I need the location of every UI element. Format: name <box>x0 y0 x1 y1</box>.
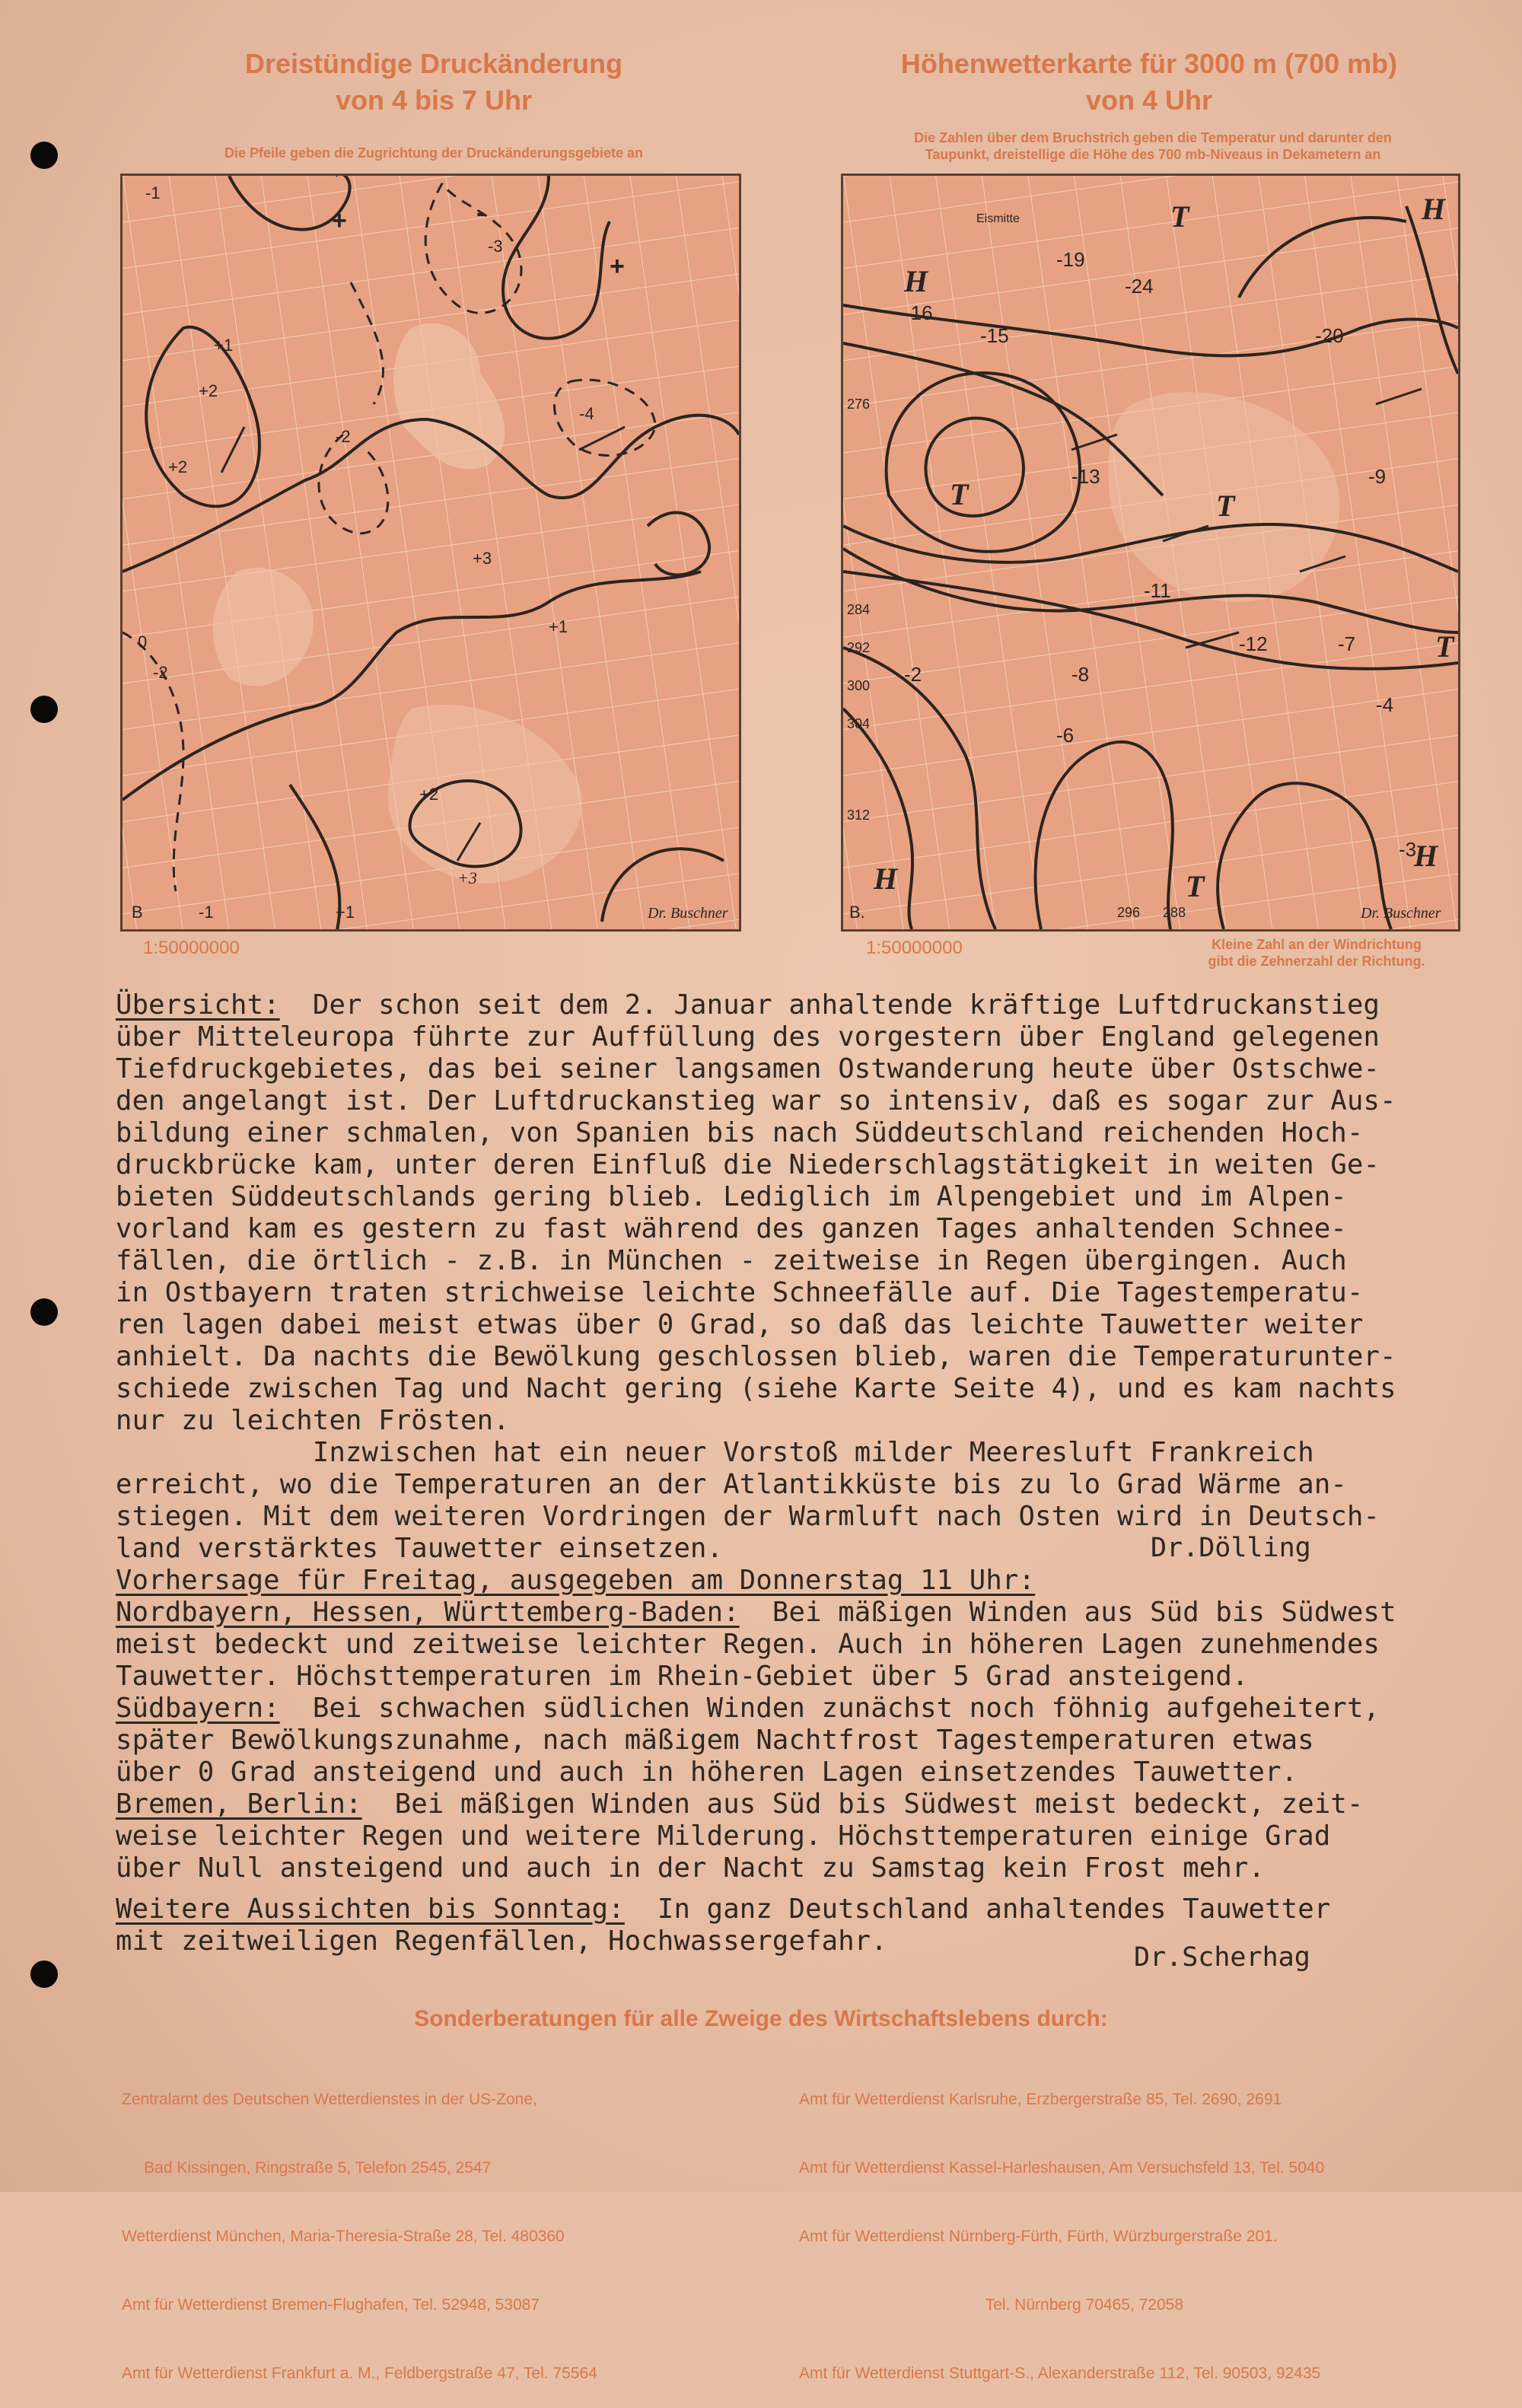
region3-line <box>116 1788 1470 1820</box>
right-map-title <box>837 46 1461 119</box>
forecast-heading: Vorhersage für Freitag, ausgegeben am Donnerstag 11 Uhr: <box>116 1565 1036 1596</box>
left-map-title-line1: Dreistündige Druckänderung <box>244 48 623 79</box>
left-map-label: +2 <box>199 381 218 400</box>
high-pressure-symbol: H <box>1414 839 1438 873</box>
left-map-label: + <box>332 206 347 235</box>
right-map-label: 288 <box>1163 905 1186 920</box>
region3-line: über Null ansteigend und auch in der Nacht zu Samstag kein Frost mehr. <box>116 1852 1266 1884</box>
left-map-label: -3 <box>488 237 503 256</box>
overview-line: vorland kam es gestern zu fast während des ganzen Tages anhaltenden Schnee- <box>116 1213 1347 1244</box>
right-map-note-line2: gibt die Zehnerzahl der Richtung. <box>1208 954 1425 969</box>
left-map-label: +3 <box>473 549 492 568</box>
right-map-signature: Dr. Buschner <box>1361 905 1441 922</box>
low-pressure-symbol: T <box>1170 199 1189 234</box>
signature-scherhag: Dr.Scherhag <box>1134 1942 1310 1973</box>
low-pressure-symbol: T <box>1186 869 1205 903</box>
high-pressure-symbol: H <box>904 264 928 298</box>
right-map-note <box>1172 936 1461 970</box>
overview-line: stiegen. Mit dem weiteren Vordringen der Warmluft nach Osten wird in Deutsch- <box>116 1501 1380 1532</box>
region2-line: über 0 Grad ansteigend und auch in höheren Lagen einsetzendes Tauwetter. <box>116 1757 1298 1788</box>
right-map-label: -3 <box>1399 838 1417 861</box>
overview-text: Der schon seit dem 2. Januar anhaltende kräftige Luftdruckanstieg <box>279 989 1380 1021</box>
region3-heading: Bremen, Berlin: <box>116 1788 362 1820</box>
left-map-label: -2 <box>153 663 168 682</box>
overview-line: Tiefdruckgebietes, das bei seiner langsamen Ostwanderung heute über Ostschwe- <box>116 1053 1380 1085</box>
footer-address: Tel. Nürnberg 70465, 72058 <box>799 2296 1184 2314</box>
region2-heading: Südbayern: <box>116 1693 280 1724</box>
left-map-label: +3 <box>457 868 477 887</box>
right-map-caption-line1: Die Zahlen über dem Bruchstrich geben die Temperatur und darunter den <box>914 130 1392 145</box>
overview-line: über Mitteleuropa führte zur Auffüllung des vorgestern über England gelegenen <box>116 1021 1380 1053</box>
right-map-label: -12 <box>1239 632 1268 655</box>
footer-heading: Sonderberatungen für alle Zweige des Wirtschaftslebens durch: <box>414 2006 1108 2031</box>
outlook-line <box>116 1894 1470 1925</box>
upper-air-map <box>841 174 1460 932</box>
left-map-label: -4 <box>579 404 594 423</box>
right-map-label: -24 <box>1125 275 1154 298</box>
overview-heading: Übersicht: <box>116 989 280 1021</box>
low-pressure-symbol: T <box>1216 489 1235 523</box>
left-map-signature: Dr. Buschner <box>648 905 728 922</box>
high-pressure-symbol: H <box>1422 192 1446 226</box>
overview-line: anhielt. Da nachts die Bewölkung geschlossen blieb, waren die Temperaturunter- <box>116 1341 1396 1372</box>
low-pressure-symbol: T <box>1435 629 1454 664</box>
right-map-label: -11 <box>1144 579 1171 602</box>
left-map-label: +2 <box>168 457 188 476</box>
right-map-label: 284 <box>847 602 871 617</box>
right-map-corner-label: B. <box>849 903 865 922</box>
signature-doelling: Dr.Dölling <box>1151 1533 1311 1563</box>
region1-line <box>116 1597 1470 1629</box>
right-map-label: 300 <box>847 678 871 693</box>
right-map-title-line1: Höhenwetterkarte für 3000 m (700 mb) <box>900 48 1398 79</box>
pressure-change-map-drawing <box>123 176 739 929</box>
overview-line <box>116 989 1470 1021</box>
right-map-label: -13 <box>1071 465 1100 488</box>
left-map-title <box>122 46 746 119</box>
overview-line: erreicht, wo die Temperaturen an der Atlantikküste bis zu lo Grad Wärme an- <box>116 1469 1347 1500</box>
left-map-label: -1 <box>145 183 161 202</box>
right-map-label: -6 <box>1056 724 1075 747</box>
left-map-label: 0 <box>138 632 148 651</box>
punch-hole <box>30 1960 58 1988</box>
right-map-label: -7 <box>1338 632 1356 655</box>
right-map-label: 312 <box>847 807 871 823</box>
overview-line: ren lagen dabei meist etwas über 0 Grad, so daß das leichte Tauwetter weiter <box>116 1309 1364 1340</box>
left-map-label: +1 <box>214 336 234 355</box>
right-map-label: -15 <box>980 324 1009 347</box>
right-map-label: -2 <box>904 663 922 686</box>
footer-address: Amt für Wetterdienst Bremen-Flughafen, Tel. 52948, 53087 <box>122 2296 540 2314</box>
right-map-label: -19 <box>1056 248 1085 271</box>
outlook-text: In ganz Deutschland anhaltendes Tauwetter <box>624 1894 1331 1925</box>
footer-address: Amt für Wetterdienst Nürnberg-Fürth, Fürth, Würzburgerstraße 201. <box>799 2228 1278 2245</box>
left-map-scale: 1:50000000 <box>143 938 240 958</box>
region3-text: Bei mäßigen Winden aus Süd bis Südwest meist bedeckt, zeit- <box>361 1788 1364 1820</box>
right-map-note-line1: Kleine Zahl an der Windrichtung <box>1212 937 1422 952</box>
left-map-label: +1 <box>549 617 568 636</box>
right-map-label: 296 <box>1117 905 1141 920</box>
overview-line: in Ostbayern traten strichweise leichte Schneefälle auf. Die Tagestemperatu- <box>116 1277 1364 1308</box>
overview-line: druckbrücke kam, unter deren Einfluß die Niederschlagstätigkeit in weiten Ge- <box>116 1149 1380 1180</box>
footer-right <box>799 2043 1324 2408</box>
footer-address: Amt für Wetterdienst Karlsruhe, Erzbergerstraße 85, Tel. 2690, 2691 <box>799 2091 1282 2108</box>
overview-line: bieten Süddeutschlands gering blieb. Lediglich im Alpengebiet und im Alpen- <box>116 1181 1347 1212</box>
region3-line: weise leichter Regen und weitere Milderung. Höchsttemperaturen einige Grad <box>116 1820 1331 1852</box>
region1-text: Bei mäßigen Winden aus Süd bis Südwest <box>739 1597 1396 1628</box>
right-map-caption <box>841 129 1465 163</box>
region1-line: Tauwetter. Höchsttemperaturen im Rhein-Gebiet über 5 Grad ansteigend. <box>116 1661 1249 1692</box>
overview-line: fällen, die örtlich - z.B. in München - zeitweise in Regen übergingen. Auch <box>116 1245 1347 1276</box>
right-map-label: 276 <box>847 397 871 412</box>
forecast-heading-line <box>116 1565 1470 1597</box>
footer-left <box>122 2043 597 2408</box>
region2-line <box>116 1693 1470 1725</box>
footer-address: Zentralamt des Deutschen Wetterdienstes in der US-Zone, <box>122 2091 537 2108</box>
overview-line: land verstärktes Tauwetter einsetzen. <box>116 1533 724 1564</box>
overview-line: Inzwischen hat ein neuer Vorstoß milder Meeresluft Frankreich <box>116 1437 1314 1468</box>
right-map-label: -20 <box>1315 324 1344 347</box>
left-map-label: +2 <box>419 785 439 804</box>
right-map-label: 304 <box>847 716 871 731</box>
right-map-label: 292 <box>847 640 871 655</box>
low-pressure-symbol: T <box>950 477 969 511</box>
overview-line: nur zu leichten Frösten. <box>116 1405 510 1436</box>
overview-line: schiede zwischen Tag und Nacht gering (siehe Karte Seite 4), und es kam nachts <box>116 1373 1396 1404</box>
region1-line: meist bedeckt und zeitweise leichter Regen. Auch in höheren Lagen zunehmendes <box>116 1629 1380 1660</box>
footer-address: Bad Kissingen, Ringstraße 5, Telefon 2545, 2547 <box>122 2159 492 2177</box>
right-map-scale: 1:50000000 <box>866 938 963 958</box>
right-map-label: -8 <box>1071 663 1090 686</box>
left-map-caption: Die Pfeile geben die Zugrichtung der Druckänderungsgebiete an <box>224 145 644 161</box>
left-map-label: - <box>476 199 486 228</box>
region2-text: Bei schwachen südlichen Winden zunächst noch föhnig aufgeheitert, <box>279 1693 1380 1724</box>
pressure-change-map <box>120 174 741 932</box>
outlook-heading: Weitere Aussichten bis Sonntag: <box>116 1894 625 1925</box>
punch-hole <box>30 696 58 723</box>
right-map-label: -16 <box>904 301 933 324</box>
left-map-label: +1 <box>336 903 355 922</box>
punch-hole <box>30 1298 58 1326</box>
outlook-line: mit zeitweiligen Regenfällen, Hochwassergefahr. <box>116 1925 887 1957</box>
right-map-title-line2: von 4 Uhr <box>1085 84 1213 116</box>
left-map-label: -1 <box>199 903 214 922</box>
region2-line: später Bewölkungszunahme, nach mäßigem Nachtfrost Tagestemperaturen etwas <box>116 1725 1314 1756</box>
right-map-label: Eismitte <box>976 212 1020 225</box>
footer-address: Amt für Wetterdienst Stuttgart-S., Alexanderstraße 112, Tel. 90503, 92435 <box>799 2365 1321 2382</box>
overview-line: bildung einer schmalen, von Spanien bis nach Süddeutschland reichenden Hoch- <box>116 1117 1364 1148</box>
high-pressure-symbol: H <box>874 862 898 896</box>
left-map-label: + <box>610 252 625 281</box>
right-map-label: -4 <box>1376 693 1394 716</box>
right-map-label: -9 <box>1368 465 1387 488</box>
footer-address: Amt für Wetterdienst Frankfurt a. M., Feldbergstraße 47, Tel. 75564 <box>122 2365 597 2382</box>
left-map-corner-label: B <box>132 903 143 922</box>
footer-address: Amt für Wetterdienst Kassel-Harleshausen, Am Versuchsfeld 13, Tel. 5040 <box>799 2159 1325 2177</box>
left-map-label: -2 <box>336 427 351 446</box>
punch-hole <box>30 142 58 169</box>
left-map-title-line2: von 4 bis 7 Uhr <box>335 84 533 116</box>
region1-heading: Nordbayern, Hessen, Württemberg-Baden: <box>116 1597 740 1628</box>
overview-line: den angelangt ist. Der Luftdruckanstieg war so intensiv, daß es sogar zur Aus- <box>116 1085 1396 1116</box>
footer-address: Wetterdienst München, Maria-Theresia-Straße 28, Tel. 480360 <box>122 2228 565 2245</box>
right-map-caption-line2: Taupunkt, dreistellige die Höhe des 700 mb-Niveaus in Dekametern an <box>925 147 1381 162</box>
